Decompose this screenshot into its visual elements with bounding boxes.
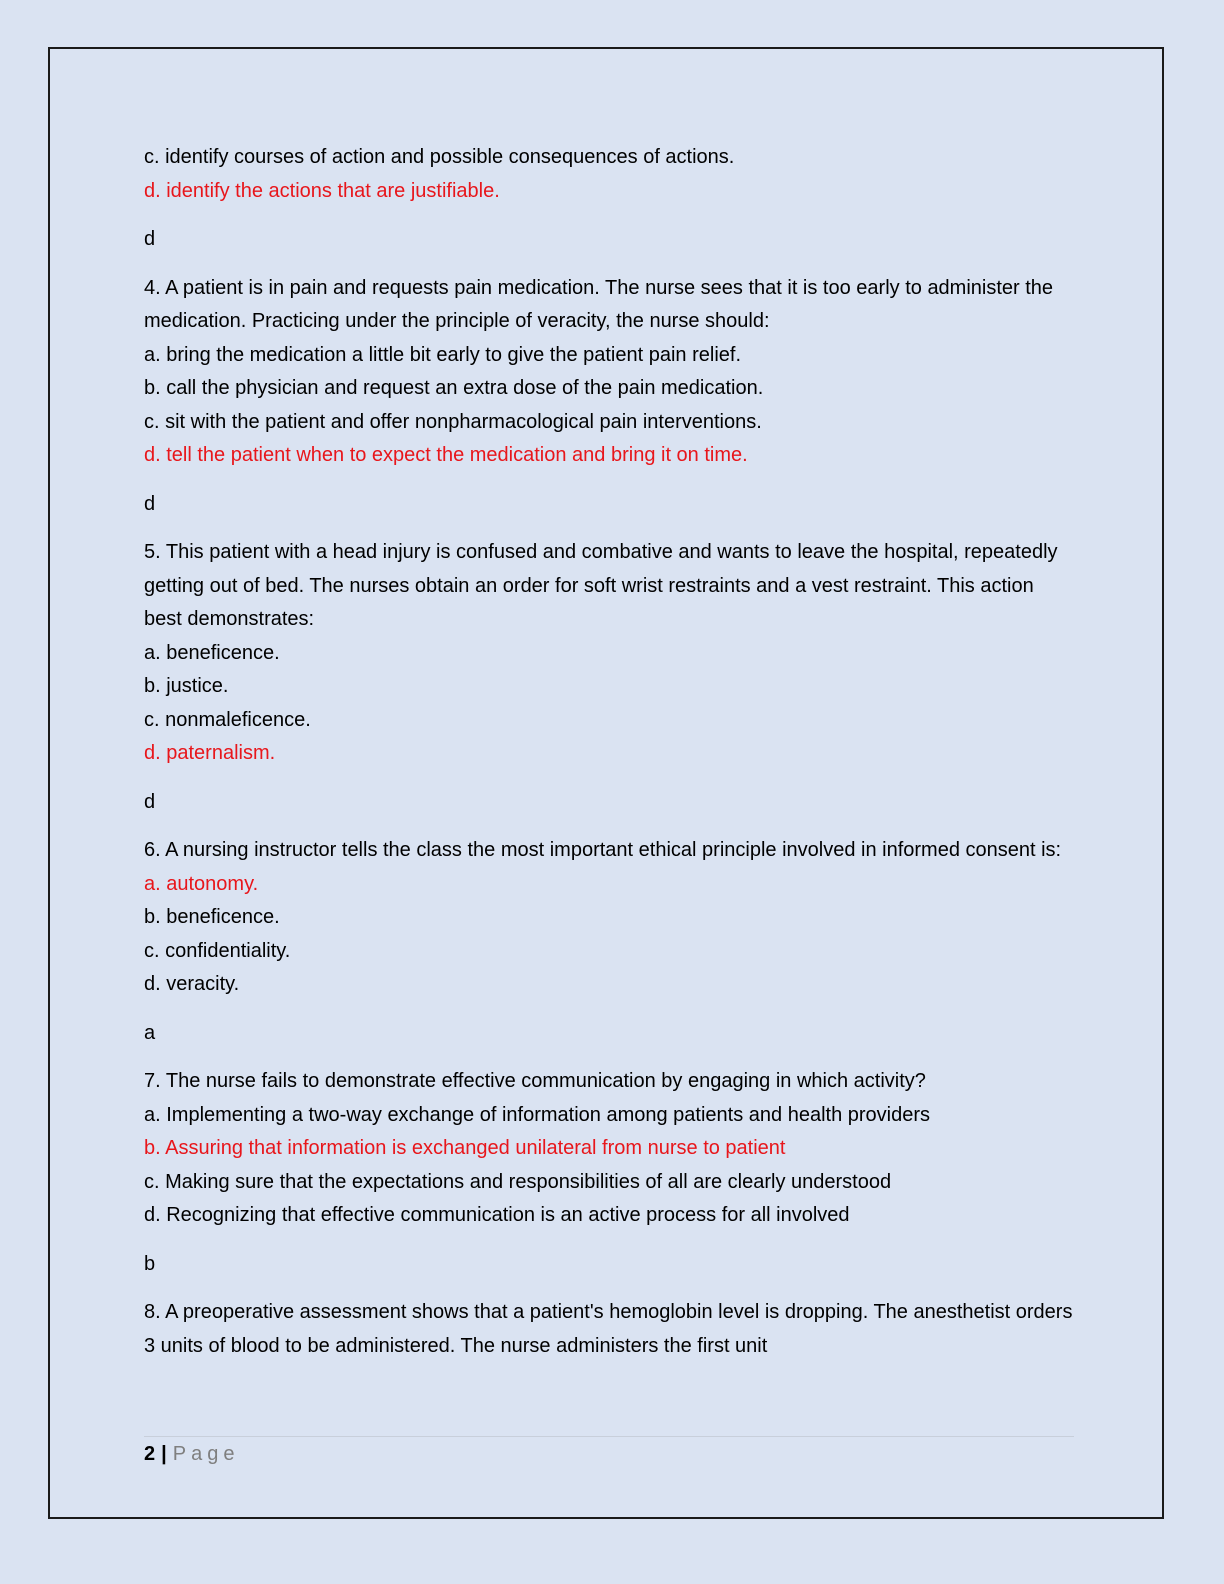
answer-key: d xyxy=(144,790,156,813)
footer-divider xyxy=(144,1436,1074,1437)
question-7: 7. The nurse fails to demonstrate effective communication by engaging in which activity? xyxy=(144,1070,926,1092)
option-b-correct: b. Assuring that information is exchanged unilateral from nurse to patient xyxy=(144,1137,786,1159)
option-c: c. sit with the patient and offer nonpharmacological pain interventions. xyxy=(144,410,762,433)
answer-key: a xyxy=(144,1021,156,1044)
question-5: 5. This patient with a head injury is confused and combative and wants to leave the hospital, repeatedly getting out of bed. The nurses obtain an order for soft wrist restraints and a vest restraint. This action best demonstrates: xyxy=(144,541,1058,630)
option-d: d. veracity. xyxy=(144,973,240,995)
footer-separator: | xyxy=(161,1443,167,1465)
option-a: a. bring the medication a little bit early to give the patient pain relief. xyxy=(144,343,742,366)
option-d: d. Recognizing that effective communication is an active process for all involved xyxy=(144,1204,850,1226)
answer-key: d xyxy=(144,492,156,515)
page-footer xyxy=(144,1440,239,1468)
option-a: a. beneficence. xyxy=(144,641,280,664)
option-a-correct: a. autonomy. xyxy=(144,872,259,895)
page-number: 2 xyxy=(144,1443,156,1465)
option-b: b. beneficence. xyxy=(144,906,280,928)
question-4: 4. A patient is in pain and requests pain medication. The nurse sees that it is too early to administer the medication. Practicing under the principle of veracity, the nurse should: xyxy=(144,276,1054,332)
option-d-correct: d. identify the actions that are justifiable. xyxy=(144,179,500,202)
option-b: b. call the physician and request an extra dose of the pain medication. xyxy=(144,377,764,399)
answer-key: b xyxy=(144,1252,156,1275)
option-c: c. Making sure that the expectations and responsibilities of all are clearly understood xyxy=(144,1170,892,1193)
option-b: b. justice. xyxy=(144,675,229,697)
option-d-correct: d. tell the patient when to expect the medication and bring it on time. xyxy=(144,444,748,466)
option-c: c. nonmaleficence. xyxy=(144,708,311,731)
option-c: c. identify courses of action and possible consequences of actions. xyxy=(144,146,735,168)
option-a: a. Implementing a two-way exchange of information among patients and health providers xyxy=(144,1103,931,1126)
option-d-correct: d. paternalism. xyxy=(144,742,276,764)
question-6: 6. A nursing instructor tells the class the most important ethical principle involved in informed consent is: xyxy=(144,839,1062,861)
option-c: c. confidentiality. xyxy=(144,939,291,962)
question-8: 8. A preoperative assessment shows that a patient's hemoglobin level is dropping. The anesthetist orders 3 units of blood to be administered. The nurse administers the first unit xyxy=(144,1301,1073,1357)
question-list xyxy=(144,141,1074,1363)
answer-key: d xyxy=(144,228,156,250)
page-label: Page xyxy=(172,1443,240,1465)
